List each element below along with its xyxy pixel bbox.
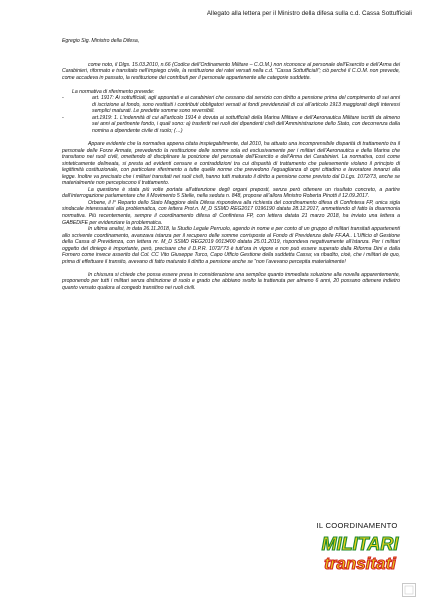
bullet-label: art.1919: (92, 114, 113, 121)
bullet-dash: - (62, 114, 64, 121)
signature-block (302, 521, 412, 581)
page-corner-mark-icon (402, 583, 416, 597)
salutation: Egregio Sig. Ministro della Difesa, (62, 38, 140, 44)
closing-paragraph: In chiusura si chiede che possa essere presa in considerazione una semplice quanto immediata soluzione alla novella apparentemente, proponendo per tutti i militari senza distinzione di ruolo e grado che abbiano svolto la trattenuta per almeno 6 anni, 20 possano ottenere indietro quanto versato qualora al congedo transitino nei ruoli civili. (62, 271, 400, 291)
intro-paragraph: come noto, il Dlgs. 15.03.2010, n.66 (Codice dell’Ordinamento Militare – C.O.M.) non riconosce al personale dell’Esercito e dell’Arma dei Carabinieri, riformato e transitato nell’impiego civile, la restituzione dei ratei versati nella c.d. “Cassa Sottufficiali”; ciò perché il C.O.M. non prevede, come accadeva in passato, la restituzione dei contributi per il personale appartenente alle categorie suddette. (62, 61, 400, 81)
bullet-text: Ai sottufficiali, agli appuntati e ai carabinieri che cessano dal servizio con diritto a pensione prima del compimento di sei anni di iscrizione al fondo, sono restituiti i contributi obbligatori versati ai fondi previdenziali di cui all’articolo 1913 maggiorati degli interessi semplici maturati. Le predette somme sono reversibili. (92, 95, 400, 115)
norm-heading: La normativa di riferimento prevede: (72, 88, 155, 95)
paragraph-question: La questione è stata più volte portata all’attenzione degli organi preposti, senza però ottenere un risultato concreto, a partire dall’interrogazione parlamentare che il Movimento 5 Stelle, nella seduta n. 848, propose all’allora Ministro Roberta Pinotti il 12.09.2017. (62, 186, 400, 200)
page-header: Allegato alla lettera per il Ministro della difesa sulla c.d. Cassa Sottufficiali (206, 10, 412, 17)
paragraph-analysis: In ultima analisi, in data 26.11.2018, la Studio Legale Perruolo, agendo in nome e per conto di un gruppo di militari transitati appartenenti allo scrivente coordinamento, avanzava istanza per il recupero delle somme corrisposte al Fondo di Previdenza delle FF.AA.. L’Ufficio di Gestione della Cassa di Previdenza, con lettera nr. M_D SSMD REG2019 0013400 datata 25.01.2019, rispondeva negativamente all’istanza. Per i militari oggetto del diniego è importante, però, precisare che il D.P.R. 1072/’73 è tutt’ora in vigore e non può essere superato dalla Riforma Dini e dalla Fornero come invece asserito dal Col. CC Vito Giuseppe Turco, Capo Ufficio Gestione della suddetta Cassa; va ribadito, cioè, che i militari de quo, prima di effettuare il transito, avevano di fatto maturato il diritto a pensione anche se “non l’avevano percepita materialmente! (62, 226, 400, 265)
bullet-label: art. 1917: (92, 95, 114, 102)
logo-word-militari: MILITARI (321, 534, 398, 554)
militari-transitati-logo (310, 532, 410, 576)
signature-title: IL COORDINAMENTO (316, 521, 398, 530)
logo-word-transitati: transitati (323, 554, 396, 573)
norm-bullet (62, 115, 400, 135)
norm-bullet (62, 95, 400, 115)
paragraph-disparity: Appare evidente che la normativa appena citata inspiegabilmente, dal 2010, ha attuato una incomprensibile disparità di trattamento tra il personale delle Forze Armate, prevedendo la restituzione delle somme sola ed esclusivamente per i militari dell’Aeronautica e della Marina che transitano nei ruoli civili, omettendo di disciplinare la posizione del personale dell’Esercito e dell’Arma dei Carabinieri. La normativa, così come sinteticamente delineata, si presta ad evidenti censure e contraddizioni tra cui disparità di trattamento che palesemente violano il principio di legittimità costituzionale, con particolare riferimento a tutte quelle norme che prevedono l’eguaglianza di ogni cittadino e lavoratore innanzi alla legge. Inoltre va precisato che i militari transitati nei ruoli civili, hanno tutti maturato il diritto a pensione come previsto dal D.Lgs. 1072/73, anche se materialmente non percepiscono il trattamento. (62, 141, 400, 187)
paragraph-orbene: Orbene, il I° Reparto dello Stato Maggiore della Difesa rispondeva alla richiesta del coordinamento difesa di Confintesa FP, unica sigla sindacale interessatasi alla problematica, con lettera Prot.n. M_D SSMD REG2017 0196190 datata 28.12.2017, ammettendo di fatto la disarmonia normativa. Più recentemente, sempre il coordinamento difesa di Confintesa FP, con lettera datata 21 marzo 2018, ha inviato una lettera a GABEDIFE per evidenziare la problematica. (62, 199, 400, 226)
letter-body (62, 38, 400, 292)
bullet-dash: - (62, 95, 64, 102)
bullet-text: 1. L’indennità di cui all’articolo 1914 è dovuta ai sottufficiali della Marina Militare e dell’Aeronautica Militare iscritti da almeno sei anni al pertinente fondo, i quali sono: a) trasferiti nei ruoli dei dipendenti civili dell’Amministrazione dello Stato, con decorrenza dalla nomina a dipendente civile di ruolo; (…) (92, 114, 400, 134)
